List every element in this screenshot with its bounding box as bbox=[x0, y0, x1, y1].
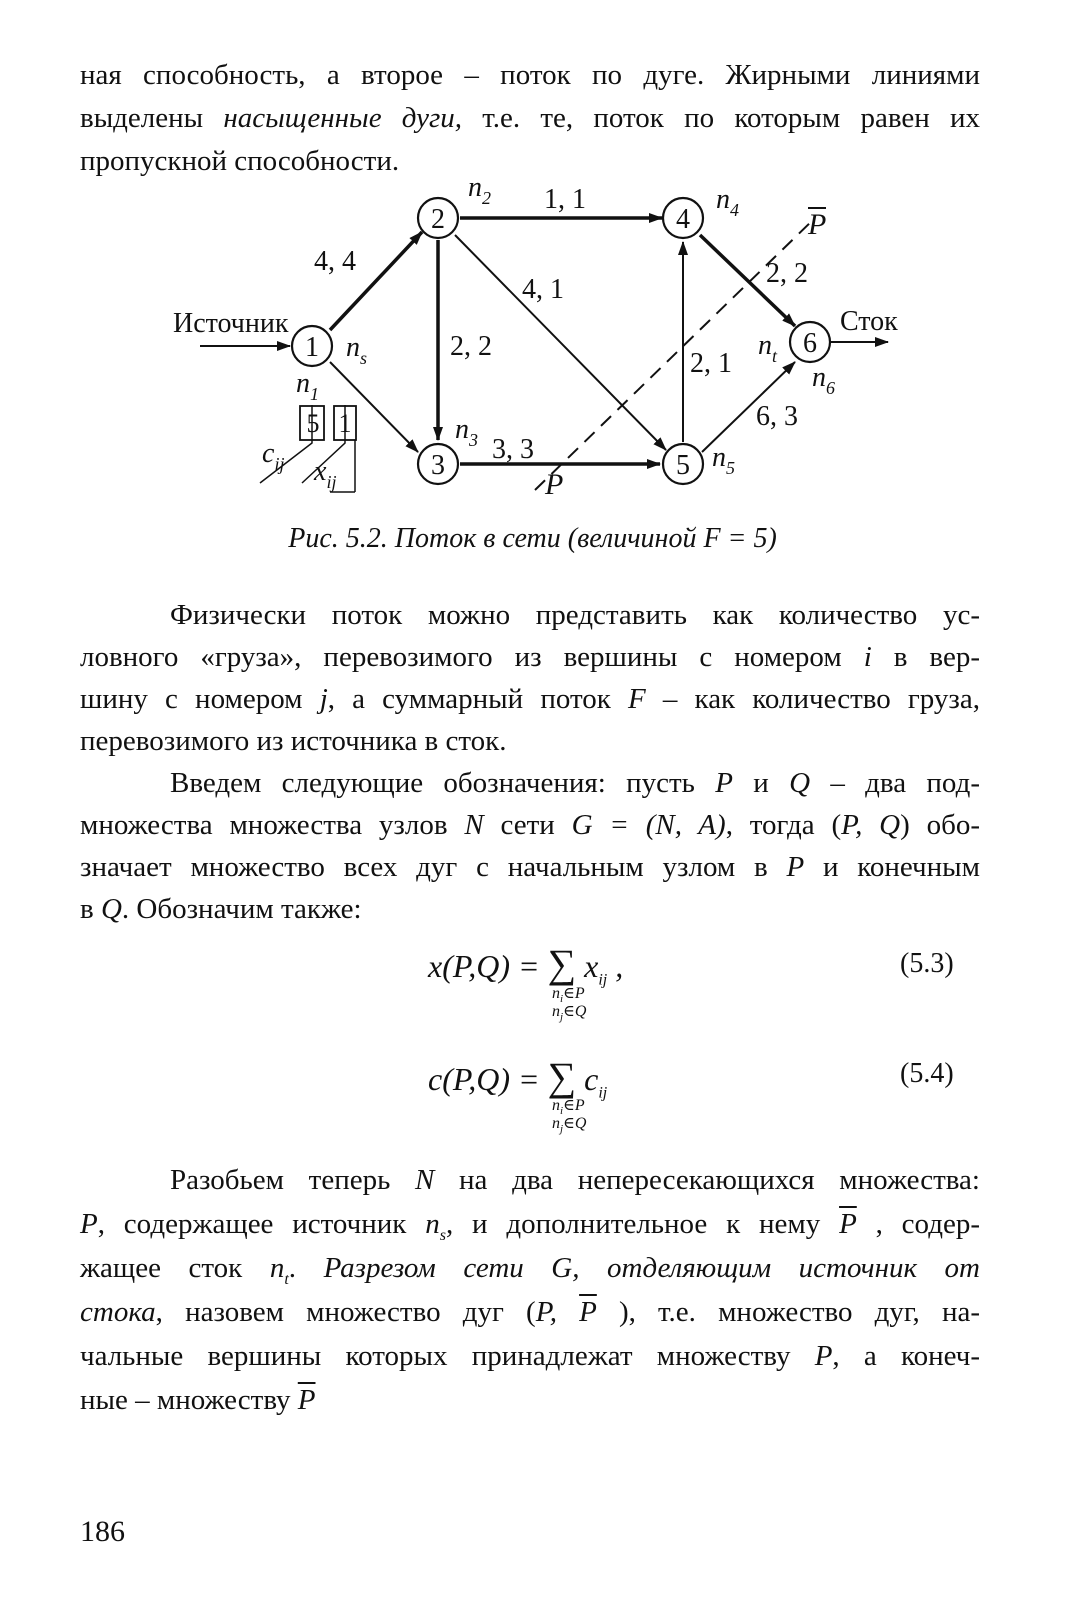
node-ns-name: $n_s$ bbox=[346, 332, 368, 368]
text: ная способность, а второе – поток по дуге. Жирными линиями bbox=[80, 59, 980, 91]
equation-5-4 bbox=[428, 1053, 607, 1102]
edge-1-2-label: 4, 4 bbox=[314, 246, 356, 277]
text: , тогда ( bbox=[725, 809, 842, 841]
emphasis-text: насыщенные дуги, bbox=[223, 102, 463, 134]
sum-index-2: $n_j\in Q$ bbox=[552, 1003, 587, 1024]
text-line bbox=[80, 721, 980, 761]
text-line bbox=[80, 679, 980, 719]
text: в bbox=[80, 893, 101, 925]
edge-2-4-label: 1, 1 bbox=[544, 184, 586, 215]
text: , назовем множество дуг ( bbox=[155, 1296, 536, 1328]
math-var: N bbox=[415, 1164, 435, 1196]
node-3-label: 3 bbox=[431, 450, 445, 481]
math-var: $\overline{P}$ bbox=[297, 1384, 316, 1416]
text: чальные вершины которых принадлежат множеству bbox=[80, 1340, 815, 1372]
node-n2-name: $n_2$ bbox=[468, 172, 491, 208]
capacity-value: 5 bbox=[306, 409, 320, 438]
page-number: 186 bbox=[80, 1515, 125, 1548]
equation-lhs: c(P,Q) = bbox=[428, 1061, 548, 1097]
text: жащее сток bbox=[80, 1252, 270, 1284]
edge-5-4-label: 2, 1 bbox=[690, 348, 732, 379]
text: . bbox=[288, 1252, 324, 1284]
legend-c: $c_{ij}$ bbox=[262, 438, 285, 474]
text: т.е. те, поток по которым равен их bbox=[462, 102, 980, 134]
text: перевозимого из источника в сток. bbox=[80, 725, 507, 757]
node-n4-name: $n_4$ bbox=[716, 184, 739, 220]
sum-index-2: $n_j\in Q$ bbox=[552, 1115, 587, 1136]
node-2-label: 2 bbox=[431, 204, 445, 235]
math-var: P bbox=[80, 1208, 98, 1240]
math-var: P bbox=[814, 1340, 833, 1372]
math-var: $\overline{P}$ bbox=[839, 1208, 857, 1240]
text: в вер- bbox=[871, 641, 980, 673]
text-line bbox=[80, 889, 980, 929]
text: на два непересекающихся множества: bbox=[434, 1164, 980, 1196]
math-var: G = (N, A) bbox=[571, 809, 726, 841]
math-var: Q bbox=[789, 767, 811, 799]
equation-number: (5.3) bbox=[900, 948, 954, 979]
node-n6-name: $n_6$ bbox=[812, 362, 835, 398]
math-var: n bbox=[269, 1252, 285, 1284]
flow-value: 1 bbox=[338, 409, 352, 438]
math-var: P, bbox=[535, 1296, 557, 1328]
cut-label-P: P bbox=[545, 468, 564, 501]
text: Введем следующие обозначения: пусть bbox=[170, 767, 716, 799]
text: выделены bbox=[80, 102, 224, 134]
edge-2-3-label: 2, 2 bbox=[450, 331, 492, 362]
math-var: F bbox=[628, 683, 646, 715]
text: – как количество груза, bbox=[645, 683, 980, 715]
node-1-label: 1 bbox=[305, 332, 319, 363]
node-6-label: 6 bbox=[803, 328, 817, 359]
equation-subscript: ij bbox=[598, 1084, 608, 1102]
sum-index-1: $n_i\in P$ bbox=[552, 1097, 585, 1118]
node-n1-name: $n_1$ bbox=[296, 368, 319, 404]
math-subscript: t bbox=[284, 1270, 289, 1288]
edge-3-5-label: 3, 3 bbox=[492, 434, 534, 465]
math-var: P bbox=[786, 851, 805, 883]
text-line bbox=[80, 805, 980, 845]
text: , содержащее источник bbox=[97, 1208, 426, 1240]
text-line bbox=[80, 637, 980, 677]
math-var: n bbox=[425, 1208, 440, 1240]
edge-1-3 bbox=[330, 362, 418, 452]
math-subscript: s bbox=[439, 1226, 446, 1244]
equation-5-3 bbox=[428, 940, 623, 989]
figure-caption: Рис. 5.2. Поток в сети (величиной F = 5) bbox=[288, 523, 777, 554]
equation-term: c bbox=[584, 1061, 599, 1097]
node-n3-name: $n_3$ bbox=[455, 414, 478, 450]
node-4-label: 4 bbox=[676, 204, 690, 235]
text: пропускной способности. bbox=[80, 145, 400, 177]
math-var: P bbox=[715, 767, 733, 799]
text: ные – множеству bbox=[80, 1384, 298, 1416]
text-line bbox=[170, 763, 980, 803]
text: шину с номером bbox=[80, 683, 320, 715]
text-line bbox=[80, 1292, 980, 1332]
text: значает множество всех дуг с начальным узлом в bbox=[80, 851, 787, 883]
text: – два под- bbox=[810, 767, 980, 799]
math-var: N bbox=[464, 809, 484, 841]
text: ), т.е. множество дуг, на- bbox=[596, 1296, 980, 1328]
sum-symbol: ∑ bbox=[547, 1054, 577, 1099]
math-var: P, Q bbox=[841, 809, 901, 841]
equation-tail: , bbox=[607, 948, 624, 984]
text: Физически поток можно представить как количество ус- bbox=[170, 599, 980, 631]
source-label: Источник bbox=[173, 308, 289, 339]
equation-term: x bbox=[584, 948, 599, 984]
edge-4-6-label: 2, 2 bbox=[766, 258, 808, 289]
math-var: Q bbox=[100, 893, 122, 925]
text: , а конеч- bbox=[832, 1340, 981, 1372]
text: Разобьем теперь bbox=[170, 1164, 416, 1196]
node-nt-name: $n_t$ bbox=[758, 330, 778, 366]
text: , а суммарный поток bbox=[327, 683, 629, 715]
sum-symbol: ∑ bbox=[547, 941, 577, 986]
legend-x: $x_{ij}$ bbox=[314, 456, 337, 492]
text: и bbox=[732, 767, 790, 799]
text: сети bbox=[483, 809, 572, 841]
text: , и дополнительное к нему bbox=[445, 1208, 840, 1240]
text-line bbox=[170, 1160, 980, 1200]
text-line bbox=[170, 595, 980, 635]
equation-lhs: x(P,Q) = bbox=[428, 948, 548, 984]
math-var: i bbox=[863, 641, 872, 673]
text: . Обозначим также: bbox=[121, 893, 362, 925]
cut-label-Pbar: P bbox=[808, 208, 827, 241]
node-n5-name: $n_5$ bbox=[712, 442, 735, 478]
emphasis-text: Разрезом сети G, отделяющим источник от bbox=[323, 1252, 981, 1284]
sum-index-1: $n_i\in P$ bbox=[552, 985, 585, 1006]
text: и конечным bbox=[804, 851, 980, 883]
text: ловного «груза», перевозимого из вершины с номером bbox=[80, 641, 864, 673]
equation-subscript: ij bbox=[598, 971, 608, 989]
text: , содер- bbox=[856, 1208, 980, 1240]
edge-2-5-label: 4, 1 bbox=[522, 274, 564, 305]
text: ) обо- bbox=[900, 809, 980, 841]
edge-5-6-label: 6, 3 bbox=[756, 401, 798, 432]
text: множества множества узлов bbox=[80, 809, 465, 841]
text-line bbox=[80, 1380, 980, 1420]
emphasis-text: стока bbox=[80, 1296, 156, 1328]
sink-label: Сток bbox=[840, 306, 898, 337]
math-var: j bbox=[319, 683, 328, 715]
equation-number: (5.4) bbox=[900, 1058, 954, 1089]
math-var: $\overline{P}$ bbox=[579, 1296, 597, 1328]
text-line bbox=[80, 847, 980, 887]
text-line bbox=[80, 1336, 980, 1376]
node-5-label: 5 bbox=[676, 450, 690, 481]
